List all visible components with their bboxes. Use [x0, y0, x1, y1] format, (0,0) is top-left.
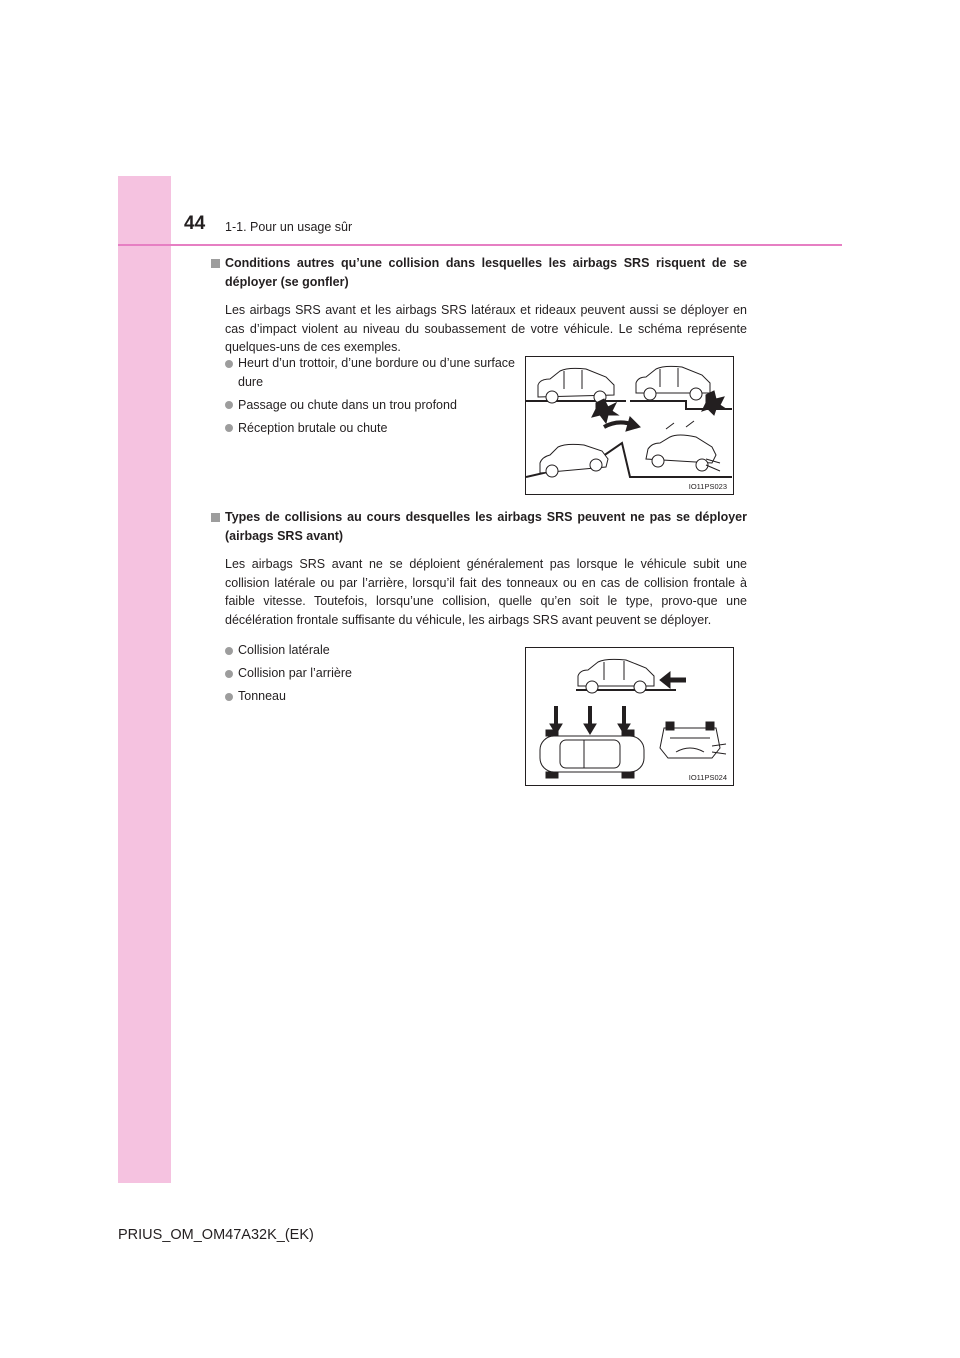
section-title: 1-1. Pour un usage sûr: [225, 220, 353, 234]
section-1-heading: Conditions autres qu’une collision dans lesquelles les airbags SRS risquent de se déployer (se gonfler): [211, 254, 747, 292]
page-number: 44: [184, 213, 206, 234]
section-1-bullet-list: [225, 354, 515, 442]
collision-types-illustration: [526, 648, 733, 785]
car-hole-illustration: [630, 366, 732, 415]
section-2: [211, 508, 747, 629]
bullet-dot-icon: [225, 360, 233, 368]
rollover-illustration: [660, 722, 726, 758]
bullet-dot-icon: [225, 424, 233, 432]
section-2-paragraph: Les airbags SRS avant ne se déploient généralement pas lorsque le véhicule subit une collision latérale ou par l’arrière, lorsqu’il fait des tonneaux ou en cas de collision frontale à faible vitesse. Toutefois, lorsqu’une collision, quelle qu’en soit le type, provo-que une décélération frontale suffisante du véhicule, les airbags SRS avant peuvent se déployer.: [225, 557, 747, 627]
list-item: Collision latérale: [225, 641, 515, 660]
header-divider: [118, 244, 842, 246]
bullet-dot-icon: [225, 401, 233, 409]
bullet-dot-icon: [225, 693, 233, 701]
chapter-sidebar: [118, 176, 171, 1183]
side-collision-illustration: [540, 706, 644, 778]
figure-underbody-impact: [525, 356, 734, 495]
rear-collision-illustration: [576, 659, 686, 693]
figure-collision-types: [525, 647, 734, 786]
figure-code: IO11PS024: [688, 773, 727, 782]
figure-code: IO11PS023: [688, 482, 727, 491]
section-1: [211, 254, 747, 357]
section-1-paragraph: Les airbags SRS avant et les airbags SRS latéraux et rideaux peuvent aussi se déployer en cas d’impact violent au niveau du soubassement de votre véhicule. Le schéma représente quelques-uns de ces exemples.: [225, 303, 747, 354]
section-2-bullet-list: [225, 641, 515, 710]
section-2-heading: Types de collisions au cours desquelles les airbags SRS peuvent ne pas se déployer (airbags SRS avant): [211, 508, 747, 546]
list-item: Heurt d’un trottoir, d’une bordure ou d’une surface dure: [225, 354, 515, 391]
list-item: Passage ou chute dans un trou profond: [225, 396, 515, 415]
car-jump-illustration: [526, 417, 732, 477]
underbody-impact-illustration: [526, 357, 733, 494]
bullet-dot-icon: [225, 647, 233, 655]
square-bullet-icon: [211, 513, 220, 522]
list-item: Tonneau: [225, 687, 515, 706]
bullet-dot-icon: [225, 670, 233, 678]
list-item: Collision par l’arrière: [225, 664, 515, 683]
document-code: PRIUS_OM_OM47A32K_(EK): [118, 1227, 314, 1243]
list-item: Réception brutale ou chute: [225, 419, 515, 438]
car-curb-illustration: [526, 368, 626, 423]
square-bullet-icon: [211, 259, 220, 268]
